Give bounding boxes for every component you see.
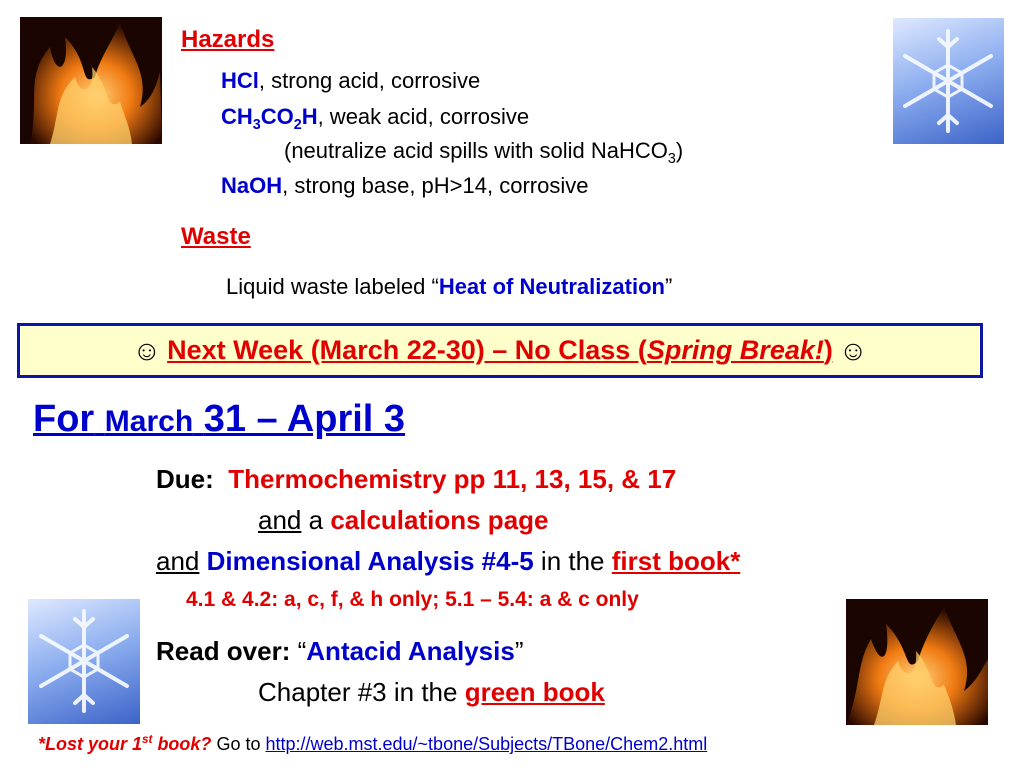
fire-image-top-left <box>20 17 162 144</box>
acetic-description: , weak acid, corrosive <box>317 104 530 129</box>
snowflake-icon <box>893 18 1004 144</box>
dimensional-analysis: Dimensional Analysis #4-5 <box>206 546 534 576</box>
snowflake-image-top-right <box>893 18 1004 144</box>
hazard-naoh <box>221 173 588 199</box>
naoh-formula: NaOH <box>221 173 283 198</box>
neutralize-note: (neutralize acid spills with solid NaHCO$_3$) <box>284 138 684 167</box>
read-over-label: Read over: <box>156 636 291 666</box>
green-book: green book <box>464 677 605 707</box>
spring-break-notice <box>17 323 983 378</box>
lost-book-question: *Lost your 1st book? <box>38 732 212 754</box>
waste-text: Liquid waste labeled “Heat of Neutralization” <box>226 274 673 299</box>
snowflake-icon <box>28 599 140 724</box>
first-book: first book* <box>611 546 741 576</box>
waste-heading: Waste <box>181 223 251 250</box>
naoh-description: , strong base, pH>14, corrosive <box>282 173 589 198</box>
smiley-icon: ☺ <box>838 334 868 366</box>
due-dimensional-line: and Dimensional Analysis #4-5 in the first book* <box>156 546 741 576</box>
due-thermochemistry: Thermochemistry pp 11, 13, 15, & 17 <box>228 464 677 494</box>
hazard-hcl <box>221 68 480 94</box>
fire-image-bottom-right <box>846 599 988 725</box>
due-line <box>156 464 676 495</box>
fire-icon <box>20 17 162 144</box>
due-problems: 4.1 & 4.2: a, c, f, & h only; 5.1 – 5.4: a & c only <box>186 588 639 611</box>
hazard-acetic-acid <box>221 104 530 133</box>
read-over-line: Read over: “Antacid Analysis” <box>156 636 524 666</box>
fire-icon <box>846 599 988 725</box>
hazards-heading: Hazards <box>181 26 275 53</box>
hcl-formula: HCl <box>221 68 259 93</box>
due-calculations-line: and a calculations page <box>258 505 549 535</box>
course-website-link[interactable]: http://web.mst.edu/~tbone/Subjects/TBone/Chem2.html <box>265 734 708 754</box>
calculations-page: calculations page <box>330 505 549 535</box>
snowflake-image-bottom-left <box>28 599 140 724</box>
chapter-line: Chapter #3 in the green book <box>258 677 605 707</box>
due-label: Due: <box>156 464 214 494</box>
footer-lost-book: *Lost your 1st book? Go to http://web.mst.edu/~tbone/Subjects/TBone/Chem2.html <box>38 732 708 754</box>
smiley-icon: ☺ <box>132 334 162 366</box>
hcl-description: , strong acid, corrosive <box>258 68 481 93</box>
for-dates-heading: For March 31 – April 3 <box>33 398 406 440</box>
spring-break-text: Next Week (March 22-30) – No Class (Spring Break!) <box>167 335 833 365</box>
waste-label: Heat of Neutralization <box>438 274 665 299</box>
acetic-formula: $CH_3CO_2H$ <box>221 104 318 133</box>
antacid-analysis: Antacid Analysis <box>306 636 515 666</box>
